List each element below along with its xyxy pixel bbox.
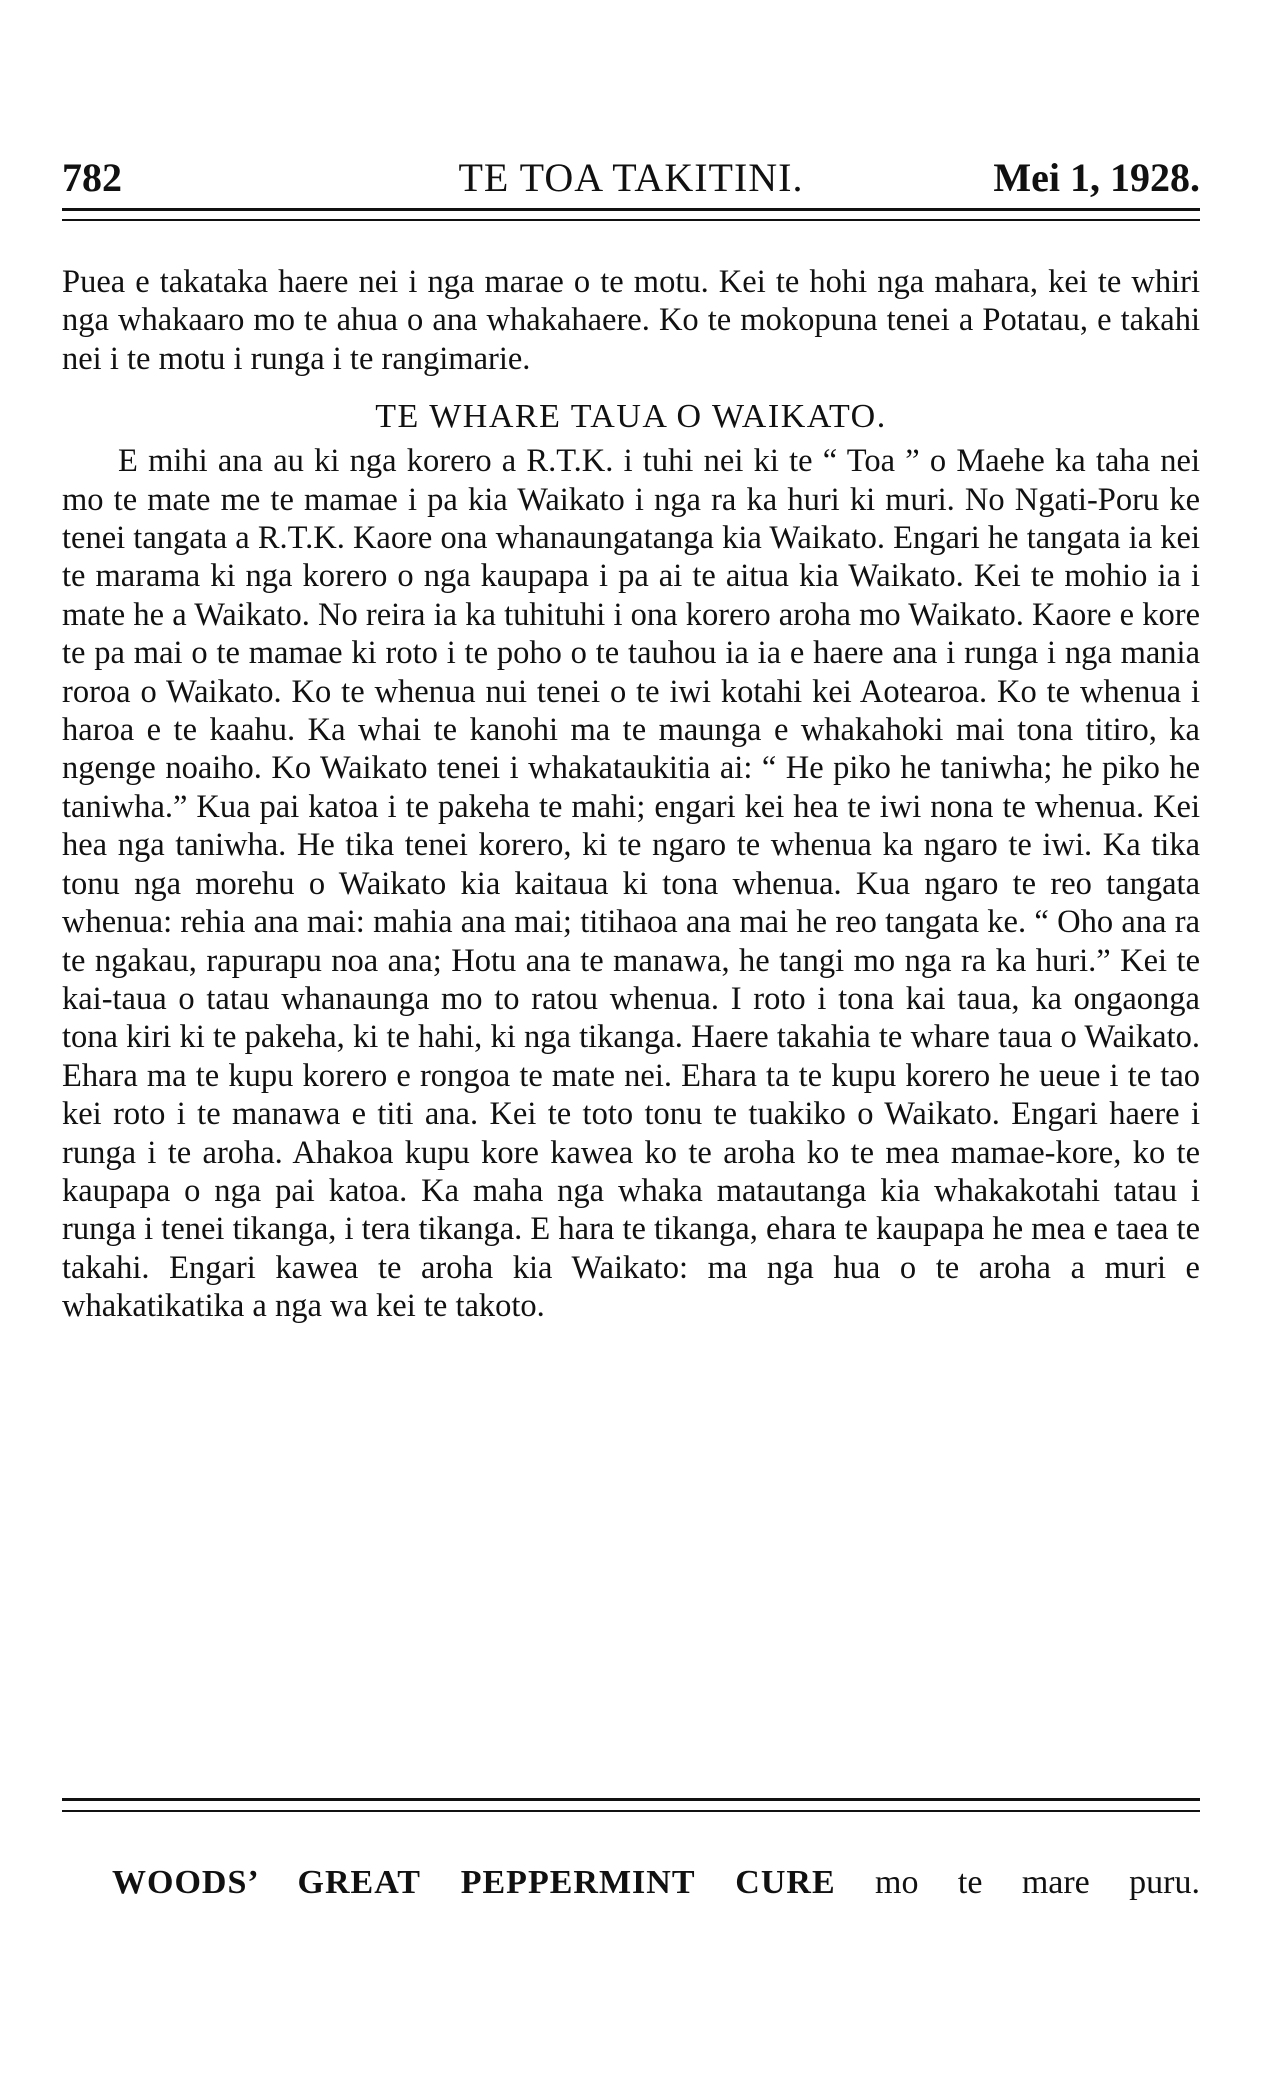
page-number: 782: [62, 155, 122, 200]
advert-description: mo te mare puru.: [835, 1864, 1200, 1901]
intro-paragraph: Puea e takataka haere nei i nga marae o te motu. Kei te hohi nga mahara, kei te whiri nga whakaaro mo te ahua o ana whakahaere. Ko te mokopuna tenei a Potatau, e takahi nei i te motu i runga i te rangimarie.: [62, 264, 1200, 377]
newspaper-page: [62, 150, 1200, 1326]
header-rule: [62, 208, 1200, 221]
running-title: TE TOA TAKITINI.: [458, 155, 804, 200]
footer-rule: [62, 1798, 1200, 1812]
advertisement: [62, 1862, 1200, 1904]
page-header: [62, 150, 1200, 206]
section-paragraph: E mihi ana au ki nga korero a R.T.K. i tuhi nei ki te “ Toa ” o Maehe ka taha nei mo te mate me te mamae i pa kia Waikato i nga ra ka huri ki muri. No Ngati-Poru ke tenei tangata a R.T.K. Kaore ona whanaungatanga kia Waikato. Engari he tangata ia kei te marama ki nga korero o nga kaupapa i pa ai te aitua kia Waikato. Kei te mohio ia i mate he a Waikato. No reira ia ka tuhituhi i ona korero aroha mo Waikato. Kaore e kore te pa mai o te mamae ki roto i te poho o te tauhou ia ia e haere ana i runga i nga mania roroa o Waikato. Ko te whenua nui tenei o te iwi kotahi kei Aotearoa. Ko te whenua i haroa e te kaahu. Ka whai te kanohi ma te maunga e whakahoki mai tona titiro, ka ngenge noaiho. Ko Waikato tenei i whakataukitia ai: “ He piko he taniwha; he piko he taniwha.” Kua pai katoa i te pakeha te mahi; engari kei hea te iwi nona te whenua. Kei hea nga taniwha. He tika tenei korero, ki te ngaro te whenua ka ngaro te iwi. Ka tika tonu nga morehu o Waikato kia kaitaua ki tona whenua. Kua ngaro te reo tangata whenua: rehia ana mai: mahia ana mai; titihaoa ana mai he reo tangata ke. “ Oho ana ra te ngakau, rapurapu noa ana; Hotu ana te manawa, he tangi mo nga ra ka huri.” Kei te kai-taua o tatau whanaunga mo to ratou whenua. I roto i tona kai taua, ka ongaonga tona kiri ki te pakeha, ki te hahi, ki nga tikanga. Haere takahia te whare taua o Waikato. Ehara ma te kupu korero e rongoa te mate nei. Ehara ta te kupu korero he ueue i te tao kei roto i te manawa e titi ana. Kei te toto tonu te tuakiko o Waikato. Engari haere i runga i te aroha. Ahakoa kupu kore kawea ko te aroha ko te mea mamae-kore, ko te kaupapa o nga pai katoa. Ka maha nga whaka matautanga kia whakakotahi tatau i runga i tenei tikanga, i tera tikanga. E hara te tikanga, ehara te kaupapa he mea e taea te takahi. Engari kawea te aroha kia Waikato: ma nga hua o te aroha a muri e whakatikatika a nga wa kei te takoto.: [62, 443, 1200, 1325]
issue-date: Mei 1, 1928.: [993, 155, 1200, 200]
article-body: [62, 263, 1200, 1326]
advert-product-name: WOODS’ GREAT PEPPERMINT CURE: [112, 1864, 836, 1901]
advert-text: [62, 1862, 1200, 1904]
section-heading: TE WHARE TAUA O WAIKATO.: [375, 398, 887, 436]
